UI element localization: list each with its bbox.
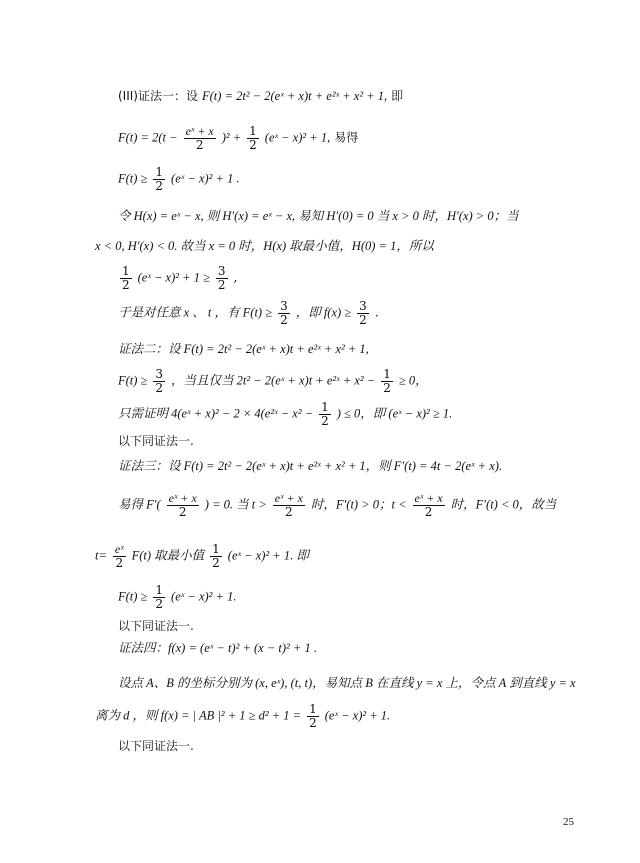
- fraction: $\frac{\text{eˣ + x}}{2}$: [414, 491, 443, 519]
- fraction: $\frac{3}{2}$: [280, 299, 288, 327]
- proof3-intro: 证法三：设 F(t) = 2t² − 2(eˣ + x)t + e²ˣ + x² + 1，则 F′(t) = 4t − 2(eˣ + x).: [118, 459, 503, 473]
- fraction: $\frac{3}{2}$: [359, 299, 367, 327]
- fraction: $\frac{\text{eˣ}}{2}$: [114, 542, 124, 570]
- conclusion-proof1: 于是对任意 x 、 t ，有 F(t) ≥ $\frac{3}{2}$ ，即 f(x) ≥ $\frac{3}{2}$ .: [118, 299, 379, 327]
- inequality-f-ge-2: F(t) ≥ $\frac{1}{2}$ (eˣ − x)² + 1.: [118, 583, 237, 611]
- fraction: $\frac{\text{eˣ + x}}{2}$: [168, 491, 197, 519]
- fraction: $\frac{3}{2}$: [155, 367, 164, 395]
- fraction: $\frac{\text{eˣ + x}}{2}$: [274, 491, 303, 519]
- h-minimum: x < 0, H′(x) < 0. 故当 x = 0 时，H(x) 取最小值，H(0) = 1，所以: [95, 239, 434, 253]
- inequality-f-ge: F(t) ≥ $\frac{1}{2}$ (eˣ − x)² + 1 .: [118, 165, 240, 193]
- formula-completed-square: F(t) = 2(t − $\frac{\text{eˣ + x}}{2}$ )² + $\frac{1}{2}$ (eˣ − x)² + 1, 易得: [118, 124, 359, 152]
- same-as-proof1: 以下同证法一.: [118, 434, 194, 448]
- proof2-discriminant: 只需证明 4(eˣ + x)² − 2 × 4(e²ˣ − x² − $\frac{1}{2}$ ) ≤ 0，即 (eˣ − x)² ≥ 1.: [118, 400, 453, 428]
- fraction: $\frac{1}{2}$: [249, 124, 257, 152]
- fraction: $\frac{1}{2}$: [122, 264, 130, 292]
- proof2-condition: F(t) ≥ $\frac{3}{2}$ ，当且仅当 2t² − 2(eˣ + x)t + e²ˣ + x² − $\frac{1}{2}$ ≥ 0，: [118, 367, 428, 395]
- proof1-intro: (III)证法一：设 F(t) = 2t² − 2(eˣ + x)t + e²ˣ + x² + 1, 即: [118, 89, 404, 103]
- fraction: $\frac{1}{2}$: [321, 400, 329, 428]
- fraction: $\frac{\text{eˣ + x}}{2}$: [185, 124, 214, 152]
- proof4-distance: 离为 d ，则 f(x) = | AB |² + 1 ≥ d² + 1 = $\frac{1}{2}$ (eˣ − x)² + 1.: [95, 702, 391, 730]
- fraction: $\frac{3}{2}$: [217, 264, 226, 292]
- proof2-intro: 证法二：设 F(t) = 2t² − 2(eˣ + x)t + e²ˣ + x² + 1,: [118, 342, 369, 356]
- same-as-proof1-2: 以下同证法一.: [118, 619, 194, 633]
- proof3-minimum: t= $\frac{\text{eˣ}}{2}$ F(t) 取最小值 $\frac{1}{2}$ (eˣ − x)² + 1. 即: [95, 542, 309, 570]
- fraction: $\frac{1}{2}$: [155, 165, 164, 193]
- fraction: $\frac{1}{2}$: [383, 367, 391, 395]
- inequality-three-halves: $\frac{1}{2}$ (eˣ − x)² + 1 ≥ $\frac{3}{2}$ ,: [122, 264, 238, 292]
- same-as-proof1-3: 以下同证法一.: [118, 739, 194, 753]
- fraction: $\frac{1}{2}$: [309, 702, 317, 730]
- proof4-intro: 证法四：f(x) = (eˣ − t)² + (x − t)² + 1 .: [118, 641, 317, 655]
- fraction: $\frac{1}{2}$: [212, 542, 220, 570]
- proof3-derivative: 易得 F′( $\frac{\text{eˣ + x}}{2}$ ) = 0. 当 t > $\frac{\text{eˣ + x}}{2}$ 时，F′(t) > 0；t < $\frac{\text{eˣ + x}}{2}$ 时，F′(t) < 0，故当: [118, 491, 557, 519]
- fraction: $\frac{1}{2}$: [155, 583, 164, 611]
- proof4-points: 设点 A、B 的坐标分别为 (x, eˣ), (t, t)，易知点 B 在直线 y = x 上，令点 A 到直线 y = x: [118, 676, 576, 690]
- define-h: 令 H(x) = eˣ − x, 则 H′(x) = eˣ − x, 易知 H′(0) = 0 当 x > 0 时，H′(x) > 0；当: [118, 209, 519, 223]
- page-number: 25: [563, 816, 574, 828]
